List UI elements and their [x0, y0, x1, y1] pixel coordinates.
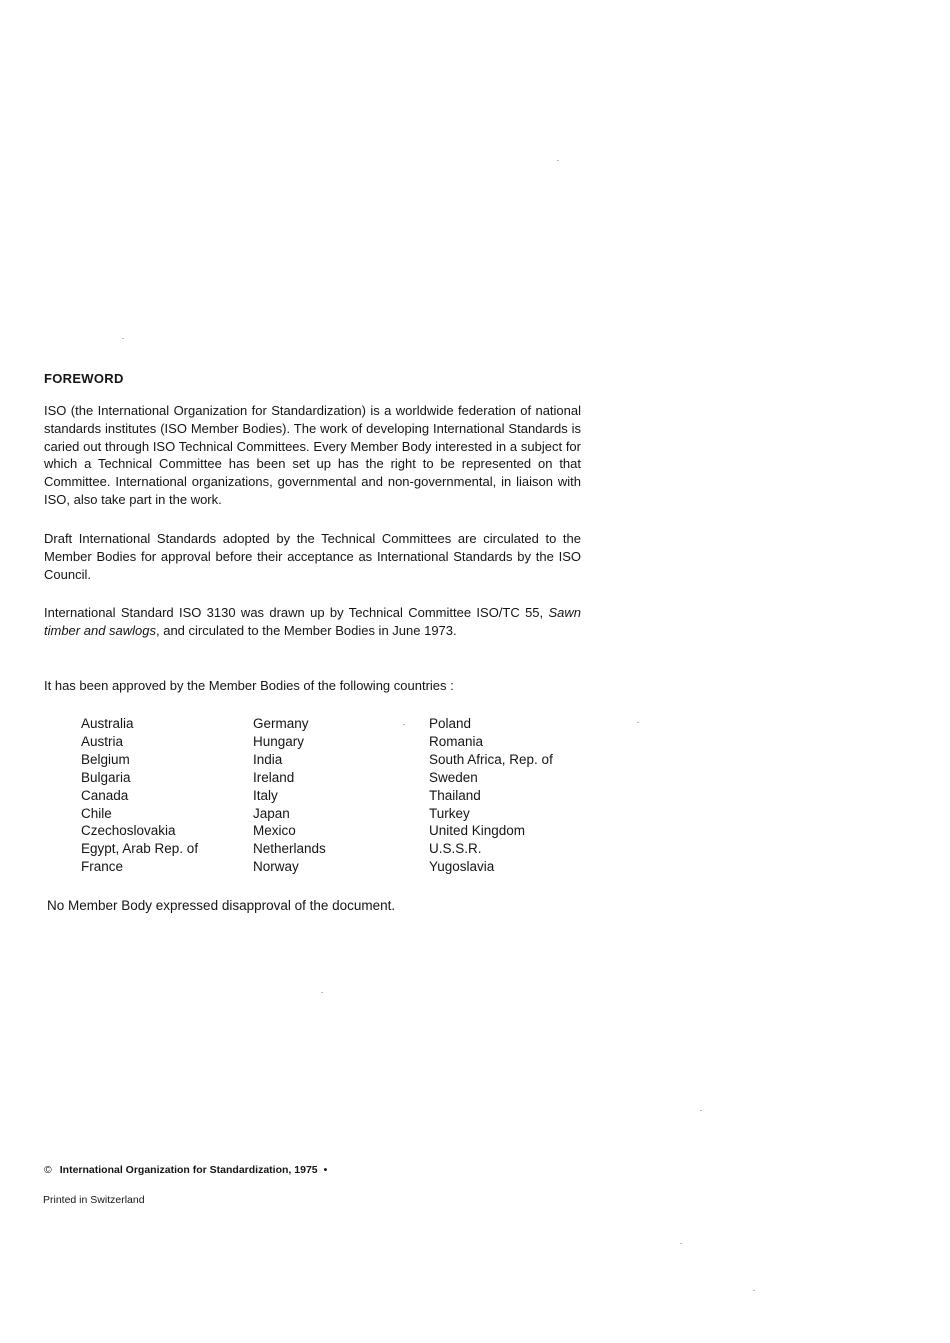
- country-item: Yugoslavia: [429, 859, 495, 875]
- country-item: Austria: [81, 733, 124, 749]
- country-item: United Kingdom: [429, 823, 526, 839]
- country-item: Germany: [253, 716, 309, 731]
- scan-speck: [753, 1290, 755, 1291]
- country-item: Netherlands: [253, 841, 326, 857]
- scan-speck: [403, 724, 405, 725]
- country-item: Belgium: [81, 751, 130, 767]
- scan-speck: [637, 722, 639, 723]
- committee-title: Sawn timber and sawlogs: [44, 605, 581, 638]
- country-item: Hungary: [253, 733, 305, 749]
- country-item: Sweden: [429, 769, 478, 785]
- scan-speck: [122, 338, 124, 339]
- scan-speck: [700, 1110, 702, 1111]
- country-item: Norway: [253, 859, 299, 875]
- country-item: India: [253, 751, 283, 767]
- country-item: Ireland: [253, 769, 295, 785]
- bullet-mark: •: [323, 1164, 328, 1176]
- country-item: South Africa, Rep. of: [429, 751, 553, 767]
- approval-intro: It has been approved by the Member Bodies of the following countries :: [44, 678, 454, 693]
- printed-in-note: Printed in Switzerland: [43, 1194, 145, 1206]
- scan-speck: [680, 1243, 682, 1244]
- copyright-notice: [44, 1164, 327, 1176]
- scan-speck: [557, 160, 559, 161]
- country-column-2: [253, 715, 326, 876]
- country-item: Bulgaria: [81, 769, 131, 785]
- country-item: Thailand: [429, 787, 481, 803]
- country-item: Poland: [429, 716, 472, 731]
- country-item: Czechoslovakia: [81, 823, 176, 839]
- no-disapproval-note: No Member Body expressed disapproval of the document.: [47, 898, 396, 913]
- country-item: Italy: [253, 787, 278, 803]
- country-item: Chile: [81, 805, 112, 821]
- foreword-paragraph-3: [44, 604, 581, 640]
- country-item: Egypt, Arab Rep. of: [81, 841, 199, 857]
- copyright-symbol: ©: [44, 1164, 52, 1176]
- paragraph-3-text-end: , and circulated to the Member Bodies in June 1973.: [156, 622, 457, 638]
- copyright-text: International Organization for Standardization, 1975: [59, 1164, 318, 1176]
- country-item: U.S.S.R.: [429, 841, 482, 857]
- country-item: Japan: [253, 805, 290, 821]
- country-item: Mexico: [253, 823, 296, 839]
- country-column-1: [81, 715, 198, 876]
- paragraph-3-text-start: International Standard ISO 3130 was drawn up by Technical Committee ISO/TC 55,: [44, 605, 549, 620]
- foreword-heading: FOREWORD: [44, 371, 124, 386]
- country-item: Turkey: [429, 805, 470, 821]
- country-column-3: [429, 715, 553, 876]
- country-item: France: [81, 859, 124, 875]
- country-item: Canada: [81, 787, 129, 803]
- country-item: Australia: [81, 716, 134, 731]
- foreword-paragraph-2: Draft International Standards adopted by the Technical Committees are circulated to the Member Bodies for approval before their acceptance as International Standards by the ISO Council.: [44, 531, 581, 582]
- foreword-paragraph-1: ISO (the International Organization for Standardization) is a worldwide federation of national standards institutes (ISO Member Bodies). The work of developing International Standards is caried out through ISO Technical Committees. Every Member Body interested in a subject for which a Technical Committee has been set up has the right to be represented on that Committee. International organizations, governmental and non-governmental, in liaison with ISO, also take part in the work.: [44, 403, 581, 507]
- scan-speck: [321, 992, 323, 993]
- country-item: Romania: [429, 733, 484, 749]
